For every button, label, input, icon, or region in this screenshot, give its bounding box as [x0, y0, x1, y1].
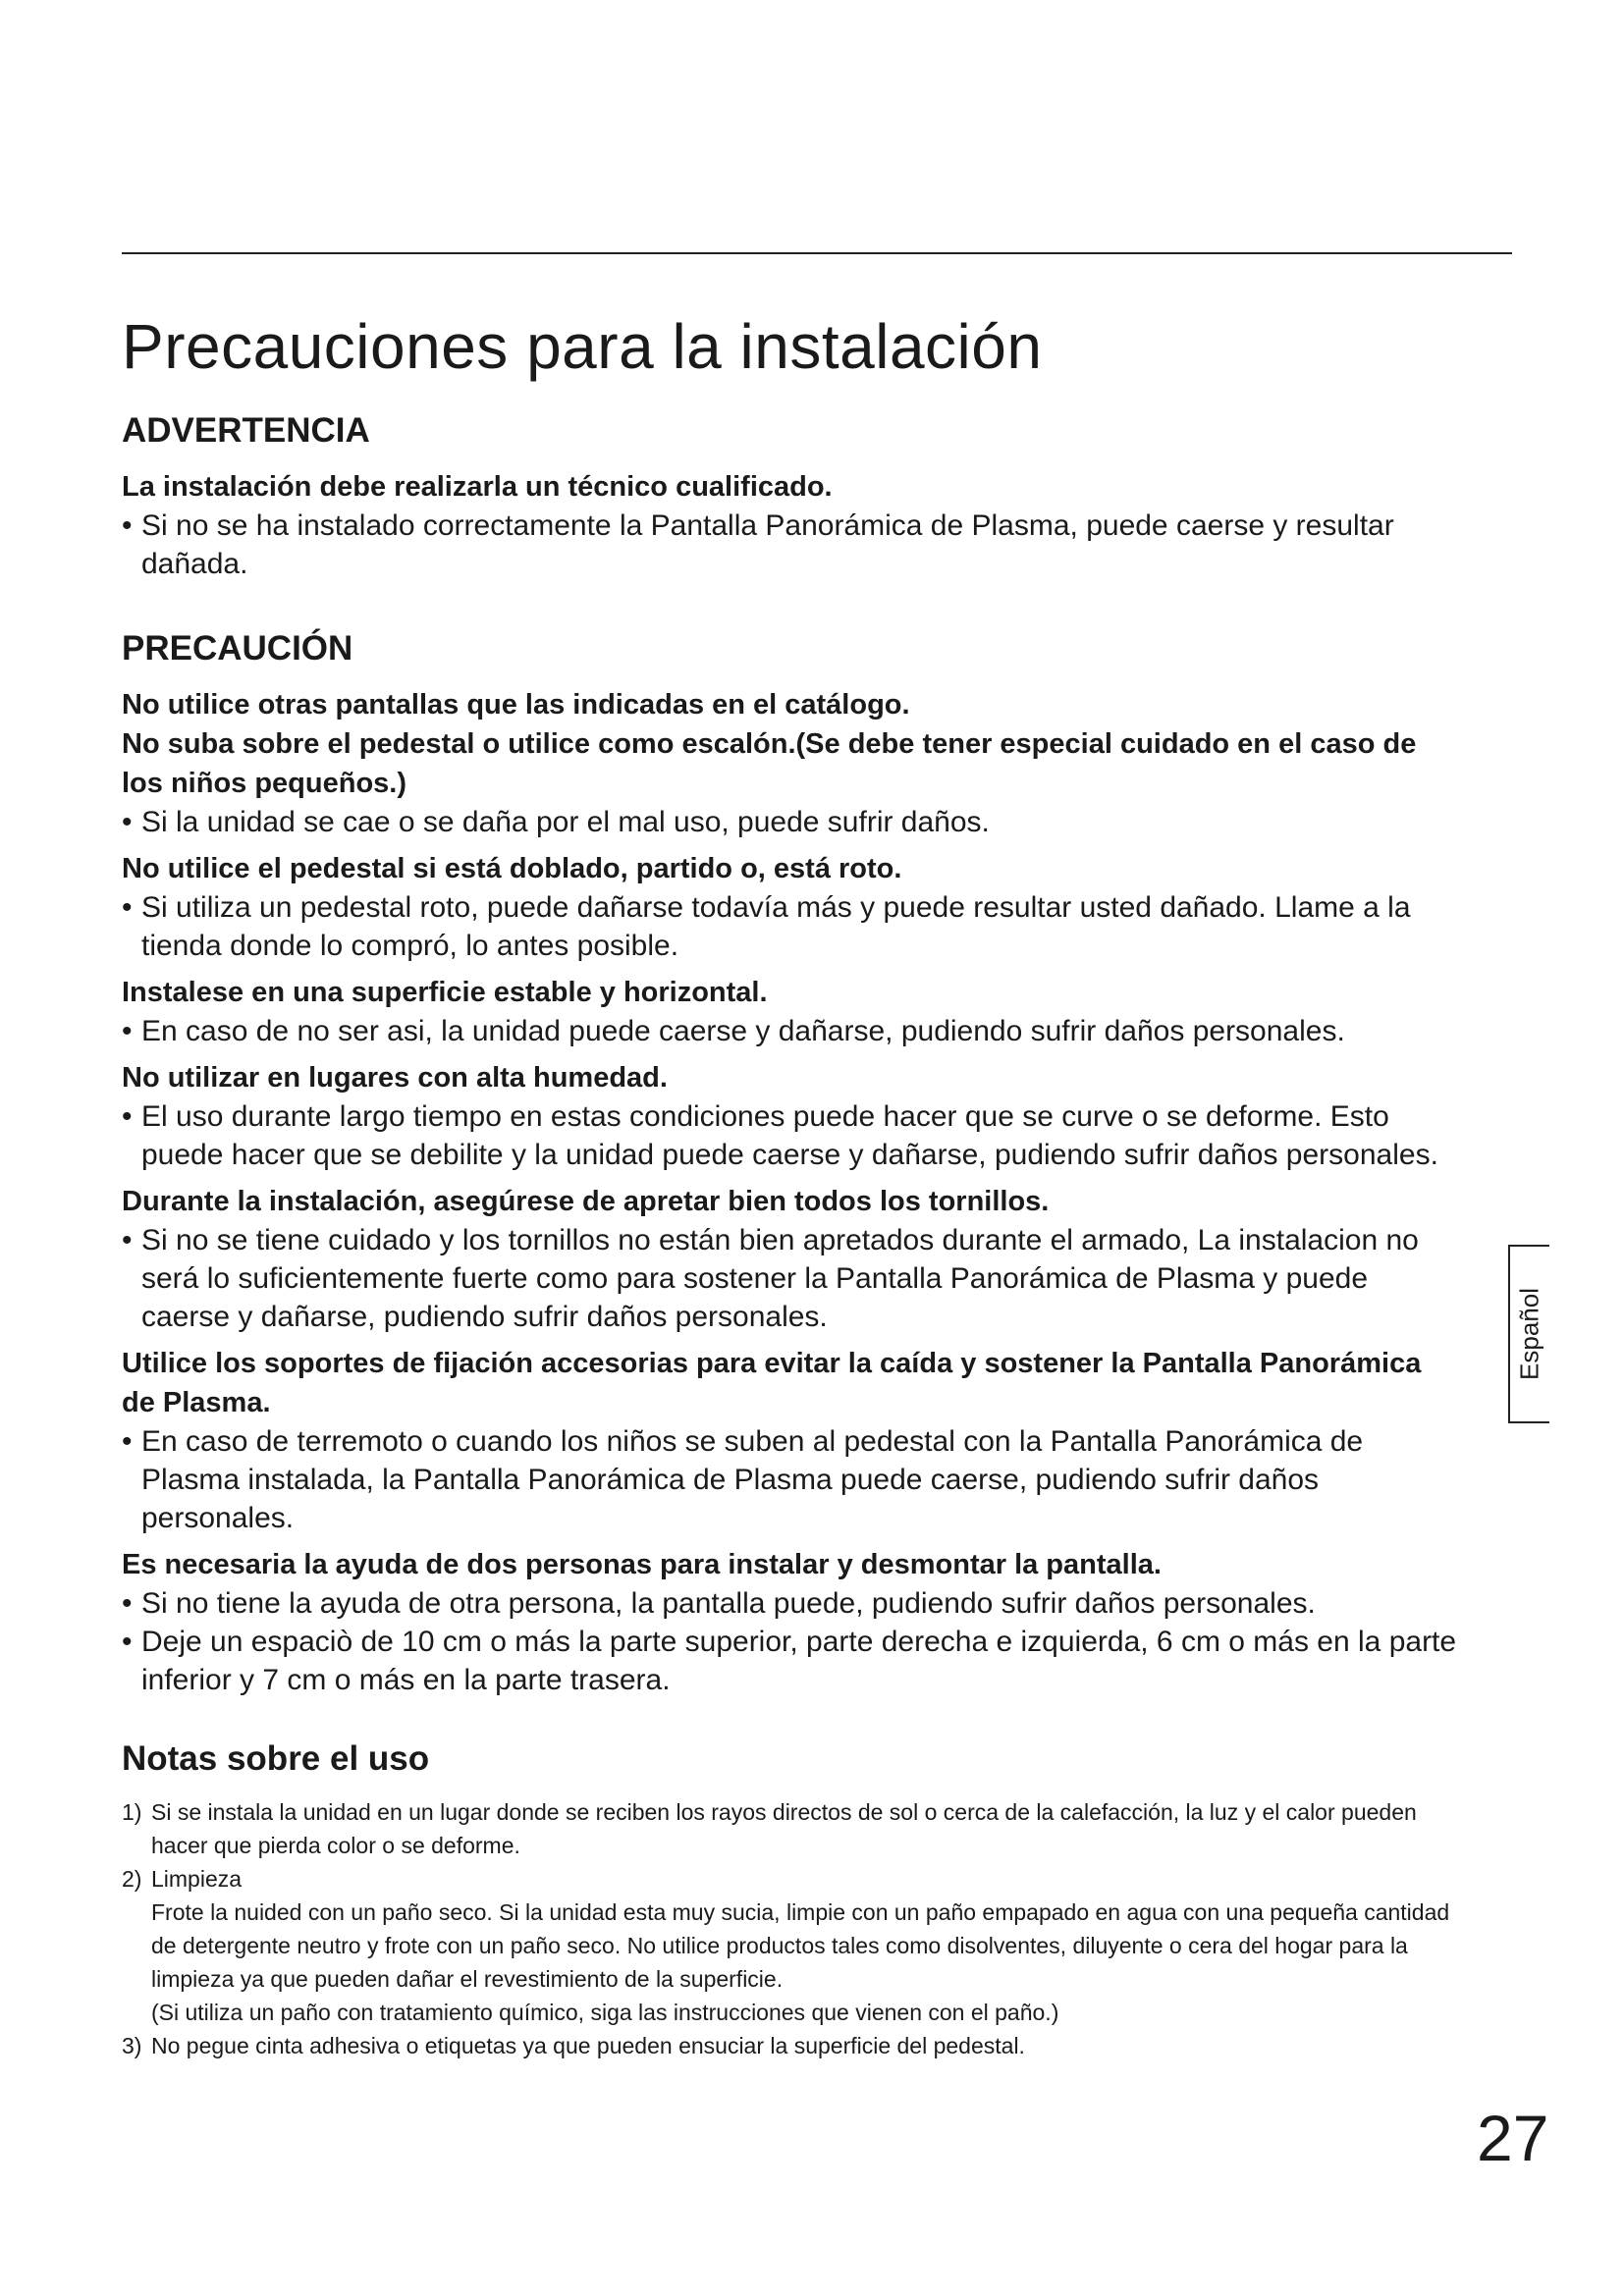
caution-item-title: No utilice el pedestal si está doblado, partido o, está roto. — [122, 853, 902, 885]
note-subtext: (Si utiliza un paño con tratamiento químico, siga las instrucciones que vienen con el paño.) — [151, 2000, 1059, 2026]
precaucion-list — [122, 685, 1457, 1699]
bullet-dot-icon: • — [122, 1100, 133, 1134]
caution-item-bullet: • El uso durante largo tiempo en estas condiciones puede hacer que se curve o se deforme. Esto puede hacer que se debilite y la unidad puede caerse y dañarse, pudiendo sufrir daños personales. — [122, 1097, 1457, 1174]
page-content — [122, 312, 1457, 2062]
note-item — [122, 1795, 1457, 1862]
caution-item-title: Es necesaria la ayuda de dos personas para instalar y desmontar la pantalla. — [122, 1549, 1162, 1581]
note-text: No pegue cinta adhesiva o etiquetas ya que pueden ensuciar la superficie del pedestal. — [151, 2033, 1025, 2059]
caution-item — [122, 685, 1457, 841]
note-text: Si se instala la unidad en un lugar donde se reciben los rayos directos de sol o cerca de la calefacción, la luz y el calor pueden hacer que pierda color o se deforme. — [151, 1799, 1417, 1859]
note-number: 1) — [122, 1799, 142, 1826]
caution-item-title: Utilice los soportes de fijación accesorias para evitar la caída y sostener la Pantalla Panorámica de Plasma. — [122, 1348, 1422, 1419]
top-rule — [122, 252, 1512, 254]
caution-item-title: No utilice otras pantallas que las indicadas en el catálogo. — [122, 689, 910, 721]
page-title: Precauciones para la instalación — [122, 311, 1043, 382]
advertencia-list — [122, 467, 1457, 583]
bullet-dot-icon: • — [122, 1224, 133, 1257]
caution-item — [122, 849, 1457, 965]
bullet-dot-icon: • — [122, 806, 133, 839]
note-text: Limpieza — [151, 1866, 243, 1893]
note-subtext: Frote la nuided con un paño seco. Si la unidad esta muy sucia, limpie con un paño empapado en agua con una pequeña cantidad de detergente neutro y frote con un paño seco. No utilice productos tales como disolventes, diluyente o cera del hogar para la limpieza ya que pueden dañar el revestimiento de la superficie. — [151, 1899, 1450, 1993]
caution-item — [122, 1545, 1457, 1699]
bullet-dot-icon: • — [122, 1425, 133, 1459]
bullet-dot-icon: • — [122, 891, 133, 925]
warning-item-bullet: • Si no se ha instalado correctamente la Pantalla Panorámica de Plasma, puede caerse y resultar dañada. — [122, 507, 1457, 583]
caution-item-bullet: • En caso de terremoto o cuando los niños se suben al pedestal con la Pantalla Panorámica de Plasma instalada, la Pantalla Panorámica de Plasma puede caerse, pudiendo sufrir daños personales. — [122, 1422, 1457, 1537]
warning-item — [122, 467, 1457, 583]
bullet-dot-icon: • — [122, 1626, 133, 1659]
caution-item-bullet: • En caso de no ser asi, la unidad puede caerse y dañarse, pudiendo sufrir daños personales. — [122, 1012, 1457, 1050]
advertencia-heading: ADVERTENCIA — [122, 411, 370, 451]
caution-item-bullet: • Si la unidad se cae o se daña por el mal uso, puede sufrir daños. — [122, 803, 1457, 841]
caution-item-bullet: • Si no tiene la ayuda de otra persona, la pantalla puede, pudiendo sufrir daños personales. — [122, 1584, 1457, 1623]
caution-item-title: Instalese en una superficie estable y horizontal. — [122, 977, 768, 1009]
caution-item-title: Durante la instalación, asegúrese de apretar bien todos los tornillos. — [122, 1186, 1050, 1218]
caution-item-bullet: • Si utiliza un pedestal roto, puede dañarse todavía más y puede resultar usted dañado. Llame a la tienda donde lo compró, lo antes posible. — [122, 888, 1457, 965]
caution-item-title: No utilizar en lugares con alta humedad. — [122, 1062, 668, 1095]
note-item — [122, 1862, 1457, 1896]
note-item — [122, 2029, 1457, 2062]
caution-item-title: No suba sobre el pedestal o utilice como escalón.(Se debe tener especial cuidado en el caso de los niños pequeños.) — [122, 728, 1417, 800]
caution-item-bullet: • Si no se tiene cuidado y los tornillos no están bien apretados durante el armado, La instalacion no será lo suficientemente fuerte como para sostener la Pantalla Panorámica de Plasma y puede caerse y dañarse, pudiendo sufrir daños personales. — [122, 1221, 1457, 1336]
notas-heading: Notas sobre el uso — [122, 1739, 430, 1779]
caution-item — [122, 1344, 1457, 1537]
notas-list — [122, 1795, 1457, 2062]
bullet-dot-icon: • — [122, 1587, 133, 1621]
bullet-dot-icon: • — [122, 509, 133, 543]
page-number: 27 — [1477, 2102, 1549, 2174]
bullet-dot-icon: • — [122, 1015, 133, 1048]
language-tab — [1508, 1245, 1549, 1423]
note-number: 3) — [122, 2033, 142, 2059]
warning-item-title: La instalación debe realizarla un técnico cualificado. — [122, 471, 833, 504]
caution-item — [122, 1058, 1457, 1174]
precaucion-heading: PRECAUCIÓN — [122, 629, 353, 668]
caution-item — [122, 973, 1457, 1050]
caution-item-bullet: • Deje un espaciò de 10 cm o más la parte superior, parte derecha e izquierda, 6 cm o más en la parte inferior y 7 cm o más en la parte trasera. — [122, 1623, 1457, 1699]
language-tab-label: Español — [1514, 1288, 1544, 1380]
caution-item — [122, 1182, 1457, 1336]
note-number: 2) — [122, 1866, 142, 1893]
